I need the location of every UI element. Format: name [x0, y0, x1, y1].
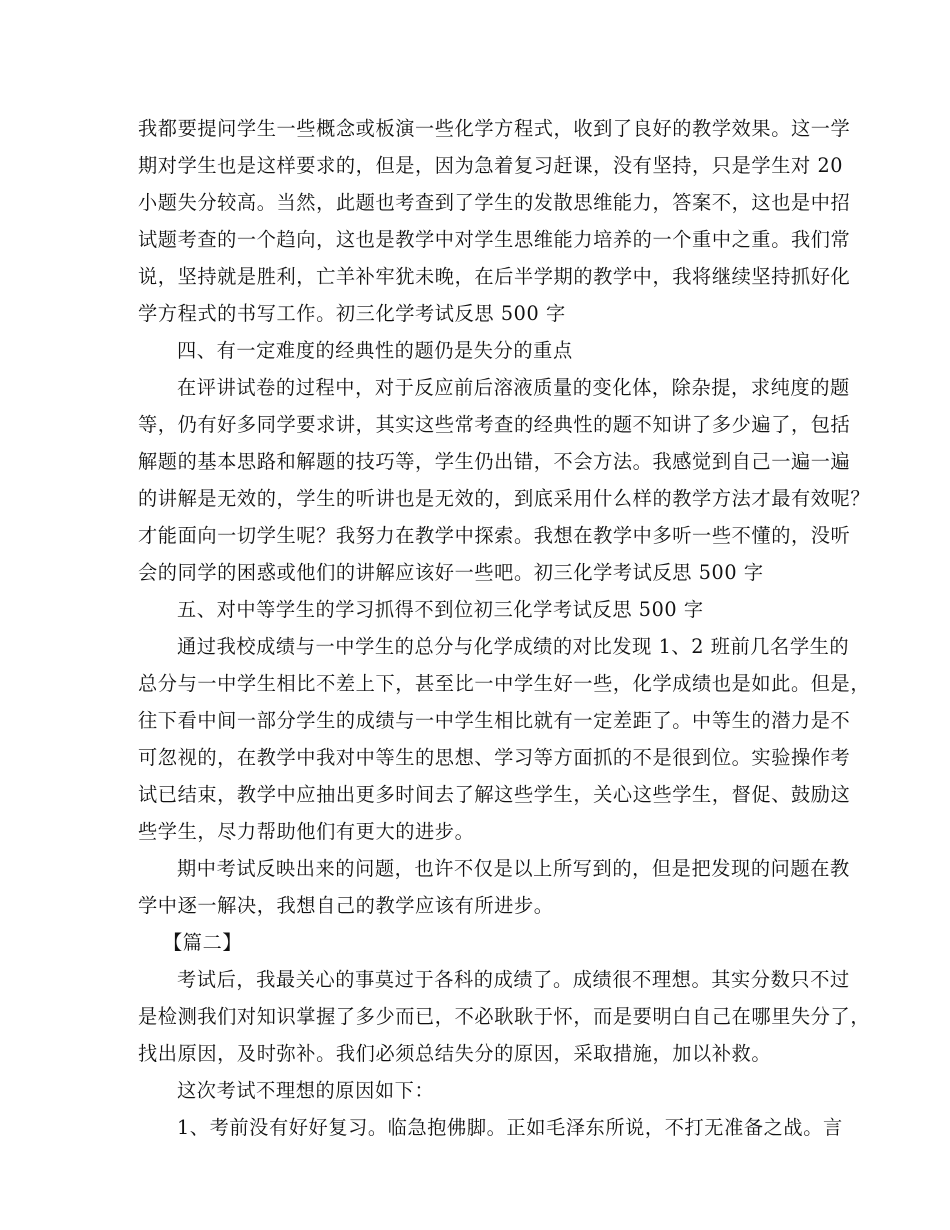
paragraph-line: 这次考试不理想的原因如下： — [177, 1079, 435, 1102]
paragraph-line: 期中考试反映出来的问题，也许不仅是以上所写到的，但是把发现的问题在教 — [177, 857, 850, 880]
paragraph-line: 说，坚持就是胜利，亡羊补牢犹未晚，在后半学期的教学中，我将继续坚持抓好化 — [138, 265, 851, 288]
section-heading: 四、有一定难度的经典性的题仍是失分的重点 — [177, 339, 573, 362]
paragraph-line: 期对学生也是这样要求的，但是，因为急着复习赶课，没有坚持，只是学生对 20 — [138, 154, 844, 177]
paragraph-line: 试已结束，教学中应抽出更多时间去了解这些学生，关心这些学生，督促、鼓励这 — [138, 783, 851, 806]
section-heading: 五、对中等学生的学习抓得不到位初三化学考试反思 500 字 — [177, 598, 704, 621]
paragraph-line: 小题失分较高。当然，此题也考查到了学生的发散思维能力，答案不，这也是中招 — [138, 191, 851, 214]
paragraph-line: 在评讲试卷的过程中，对于反应前后溶液质量的变化体，除杂提，求纯度的题 — [177, 376, 850, 399]
paragraph-line: 的讲解是无效的，学生的听讲也是无效的，到底采用什么样的教学方法才最有效呢？ — [138, 487, 871, 510]
paragraph-line: 可忽视的，在教学中我对中等生的思想、学习等方面抓的不是很到位。实验操作考 — [138, 746, 851, 769]
paragraph-line: 等，仍有好多同学要求讲，其实这些常考查的经典性的题不知讲了多少遍了，包括 — [138, 413, 851, 436]
paragraph-line: 通过我校成绩与一中学生的总分与化学成绩的对比发现 1、2 班前几名学生的 — [177, 635, 850, 658]
paragraph-line: 会的同学的困惑或他们的讲解应该好一些吧。初三化学考试反思 500 字 — [138, 561, 764, 584]
paragraph-line: 我都要提问学生一些概念或板演一些化学方程式，收到了良好的教学效果。这一学 — [138, 117, 851, 140]
paragraph-line: 总分与一中学生相比不差上下，甚至比一中学生好一些，化学成绩也是如此。但是， — [138, 672, 871, 695]
paragraph-line: 往下看中间一部分学生的成绩与一中学生相比就有一定差距了。中等生的潜力是不 — [138, 709, 851, 732]
paragraph-line: 学方程式的书写工作。初三化学考试反思 500 字 — [138, 302, 566, 325]
paragraph-line: 是检测我们对知识掌握了多少而已，不必耿耿于怀，而是要明白自己在哪里失分了， — [138, 1005, 871, 1028]
paragraph-line: 找出原因，及时弥补。我们必须总结失分的原因，采取措施，加以补救。 — [138, 1042, 772, 1065]
paragraph-line: 学中逐一解决，我想自己的教学应该有所进步。 — [138, 894, 554, 917]
paragraph-line: 试题考查的一个趋向，这也是教学中对学生思维能力培养的一个重中之重。我们常 — [138, 228, 851, 251]
paragraph-line: 些学生，尽力帮助他们有更大的进步。 — [138, 820, 475, 843]
paragraph-line: 才能面向一切学生呢？我努力在教学中探索。我想在教学中多听一些不懂的，没听 — [138, 524, 851, 547]
paragraph-line: 考试后，我最关心的事莫过于各科的成绩了。成绩很不理想。其实分数只不过 — [177, 968, 850, 991]
part-heading: 【篇二】 — [163, 931, 243, 954]
paragraph-line: 1、考前没有好好复习。临急抱佛脚。正如毛泽东所说，不打无准备之战。言 — [177, 1116, 843, 1139]
paragraph-line: 解题的基本思路和解题的技巧等，学生仍出错，不会方法。我感觉到自己一遍一遍 — [138, 450, 851, 473]
